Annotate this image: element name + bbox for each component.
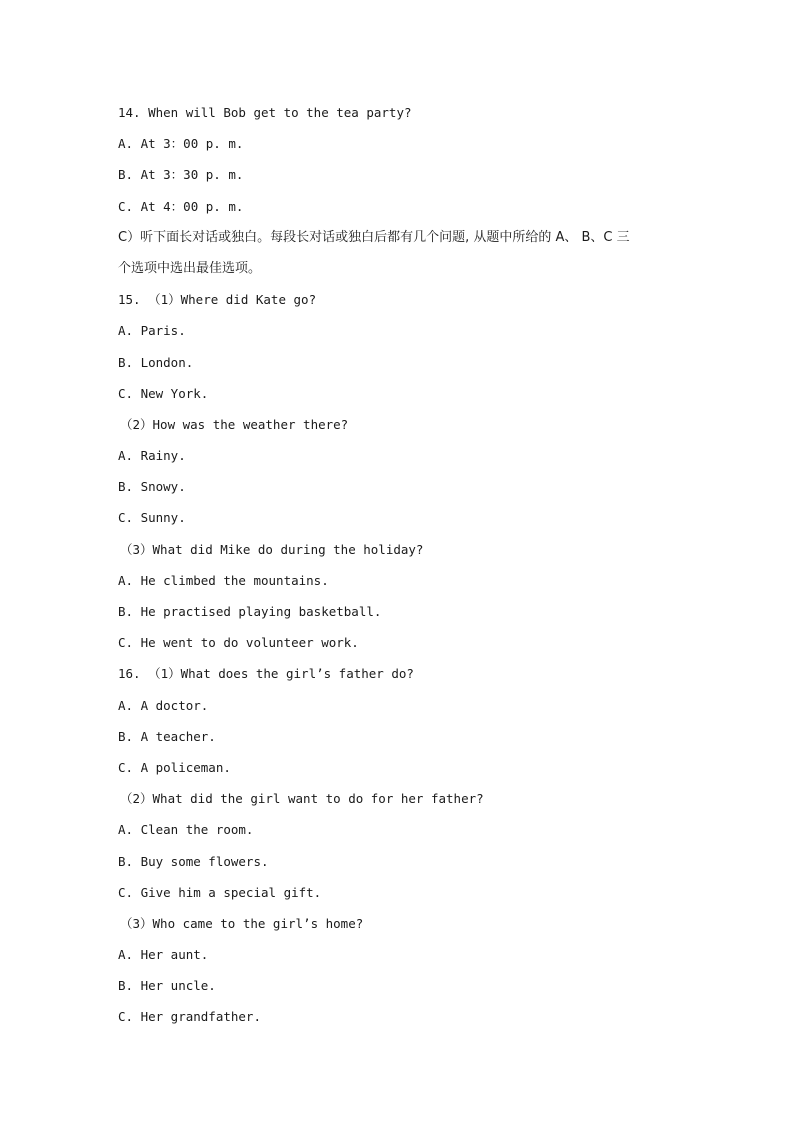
option-15-2-c: C. Sunny. bbox=[118, 510, 186, 526]
option-15-1-a: A. Paris. bbox=[118, 323, 186, 339]
option-16-3-a: A. Her aunt. bbox=[118, 947, 209, 963]
question-15-2: （2）How was the weather there? bbox=[120, 416, 349, 432]
option-16-2-a: A. Clean the room. bbox=[118, 822, 254, 838]
question-16-3: （3）Who came to the girl’s home? bbox=[120, 915, 364, 931]
option-15-2-a: A. Rainy. bbox=[118, 448, 186, 464]
option-14-a: A. At 3：00 p. m. bbox=[118, 136, 244, 152]
question-16-1: 16. （1）What does the girl’s father do? bbox=[118, 666, 414, 682]
question-14: 14. When will Bob get to the tea party? bbox=[118, 105, 412, 120]
option-15-1-b: B. London. bbox=[118, 354, 194, 370]
option-15-1-c: C. New York. bbox=[118, 385, 209, 401]
section-c-instruction-line-2: 个选项中选出最佳选项。 bbox=[118, 260, 262, 276]
question-15-3: （3）What did Mike do during the holiday? bbox=[120, 541, 424, 557]
option-14-b: B. At 3：30 p. m. bbox=[118, 167, 244, 183]
option-15-3-b: B. He practised playing basketball. bbox=[118, 604, 382, 619]
option-16-2-c: C. Give him a special gift. bbox=[118, 884, 322, 900]
option-15-2-b: B. Snowy. bbox=[118, 479, 186, 495]
option-16-1-b: B. A teacher. bbox=[118, 728, 216, 744]
option-16-2-b: B. Buy some flowers. bbox=[118, 853, 269, 869]
option-16-1-a: A. A doctor. bbox=[118, 697, 209, 713]
exam-content bbox=[118, 103, 688, 1039]
option-16-3-b: B. Her uncle. bbox=[118, 978, 216, 994]
option-15-3-a: A. He climbed the mountains. bbox=[118, 572, 329, 588]
question-15-1: 15. （1）Where did Kate go? bbox=[118, 292, 317, 308]
question-16-2: （2）What did the girl want to do for her father? bbox=[120, 791, 484, 807]
option-14-c: C. At 4：00 p. m. bbox=[118, 198, 244, 214]
option-16-1-c: C. A policeman. bbox=[118, 759, 231, 775]
option-15-3-c: C. He went to do volunteer work. bbox=[118, 635, 359, 651]
section-c-instruction-line-1: C）听下面长对话或独白。每段长对话或独白后都有几个问题, 从题中所给的 A、 B、C 三 bbox=[118, 229, 630, 245]
option-16-3-c: C. Her grandfather. bbox=[118, 1009, 261, 1025]
